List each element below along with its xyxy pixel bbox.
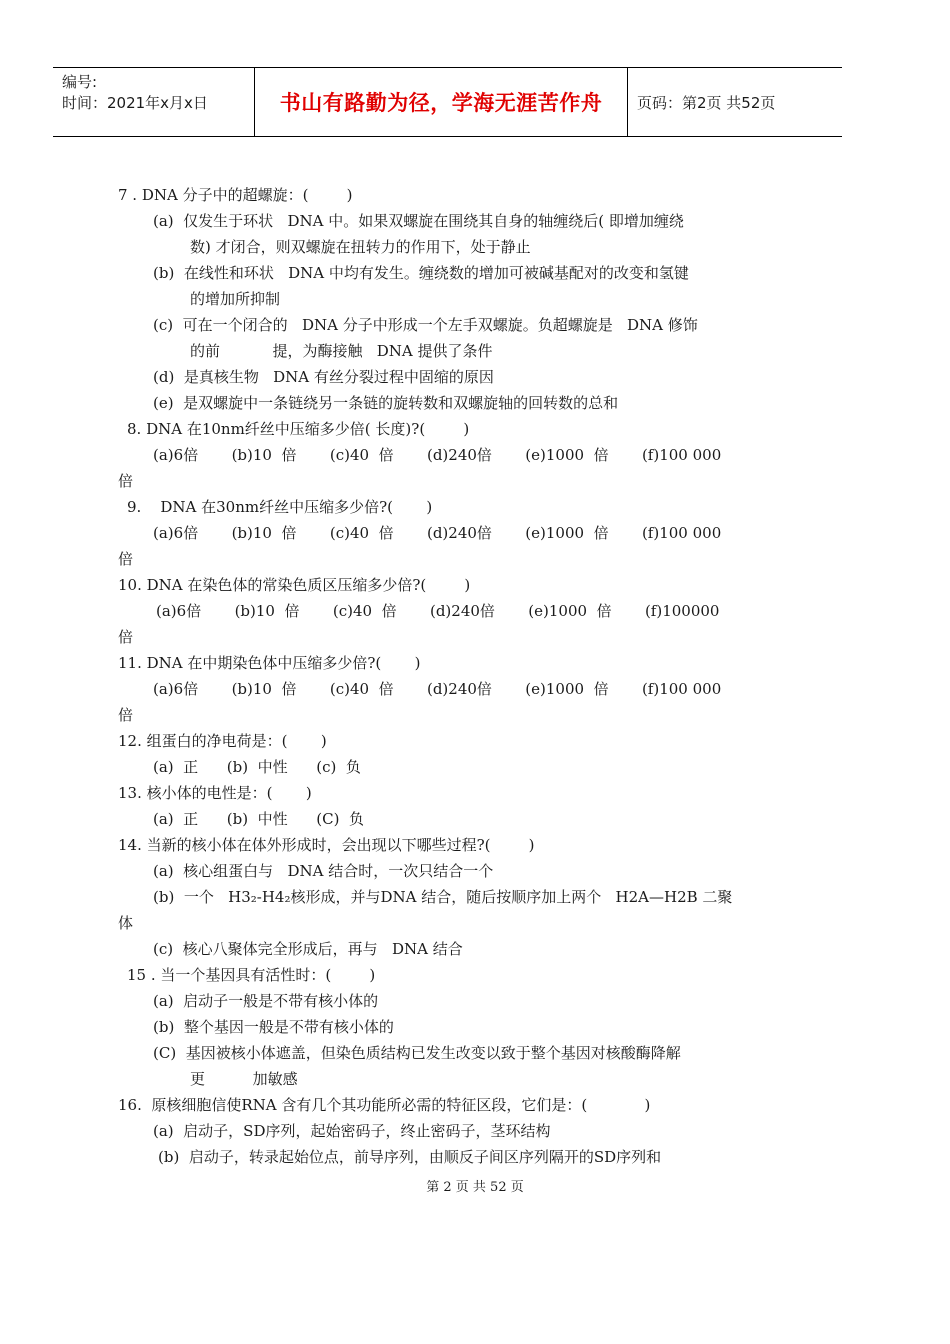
option-continuation: 的增加所抑制 — [190, 290, 281, 308]
option-line: (b) 在线性和环状 DNA 中均有发生。缠绕数的增加可被碱基配对的改变和氢键 — [153, 264, 689, 282]
option-continuation: 倍 — [118, 550, 134, 568]
option-line: (a)6倍 (b)10 倍 (c)40 倍 (d)240倍 (e)1000 倍 (f)100 000 — [153, 446, 722, 464]
option-line: (c) 核心八聚体完全形成后，再与 DNA 结合 — [153, 940, 463, 958]
question-14: 14. 当新的核小体在体外形成时，会出现以下哪些过程?( ) — [118, 836, 535, 854]
option-line: (a)6倍 (b)10 倍 (c)40 倍 (d)240倍 (e)1000 倍 (f)100 000 — [153, 524, 722, 542]
option-line: (b) 整个基因一般是不带有核小体的 — [153, 1018, 394, 1036]
option-continuation: 体 — [118, 914, 134, 932]
question-15: 15 . 当一个基因具有活性时：( ) — [127, 966, 376, 984]
option-line: (a) 启动子，SD序列，起始密码子，终止密码子，茎环结构 — [153, 1122, 551, 1140]
header-meta — [62, 72, 208, 114]
option-continuation: 的前 提，为酶接触 DNA 提供了条件 — [190, 342, 493, 360]
option-line: (b) 启动子，转录起始位点，前导序列，由顺反子间区序列隔开的SD序列和 — [158, 1148, 662, 1166]
question-11: 11. DNA 在中期染色体中压缩多少倍?( ) — [118, 654, 421, 672]
question-13: 13. 核小体的电性是：( ) — [118, 784, 312, 802]
option-continuation: 倍 — [118, 472, 134, 490]
option-line: (a) 仅发生于环状 DNA 中。如果双螺旋在围绕其自身的轴缠绕后( 即增加缠绕 — [153, 212, 684, 230]
option-line: (a) 正 (b) 中性 (c) 负 — [153, 758, 361, 776]
option-continuation: 倍 — [118, 628, 134, 646]
question-8: 8. DNA 在10nm纤丝中压缩多少倍( 长度)?( ) — [127, 420, 470, 438]
option-line: (d) 是真核生物 DNA 有丝分裂过程中固缩的原因 — [153, 368, 494, 386]
header-page-info: 页码：第2页 共52页 — [637, 94, 776, 112]
option-line: (a) 正 (b) 中性 (C) 负 — [153, 810, 364, 828]
option-line: (c) 可在一个闭合的 DNA 分子中形成一个左手双螺旋。负超螺旋是 DNA 修饰 — [153, 316, 698, 334]
page-footer: 第 2 页 共 52 页 — [426, 1180, 524, 1195]
option-line: (a)6倍 (b)10 倍 (c)40 倍 (d)240倍 (e)1000 倍 (f)100 000 — [153, 680, 722, 698]
question-10: 10. DNA 在染色体的常染色质区压缩多少倍?( ) — [118, 576, 471, 594]
question-16: 16. 原核细胞信使RNA 含有几个其功能所必需的特征区段，它们是：( ) — [118, 1096, 651, 1114]
option-line: (a)6倍 (b)10 倍 (c)40 倍 (d)240倍 (e)1000 倍 (f)100000 — [156, 602, 720, 620]
option-line: (e) 是双螺旋中一条链绕另一条链的旋转数和双螺旋轴的回转数的总和 — [153, 394, 619, 412]
question-9: 9. DNA 在30nm纤丝中压缩多少倍?( ) — [127, 498, 433, 516]
page-header — [53, 67, 842, 137]
option-line: (a) 核心组蛋白与 DNA 结合时，一次只结合一个 — [153, 862, 494, 880]
option-continuation: 数) 才闭合，则双螺旋在扭转力的作用下，处于静止 — [190, 238, 531, 256]
option-continuation: 倍 — [118, 706, 134, 724]
header-motto: 书山有路勤为径，学海无涯苦作舟 — [254, 68, 628, 136]
document-number-label: 编号: — [62, 73, 98, 91]
option-line: (b) 一个 H3₂-H4₂核形成，并与DNA 结合，随后按顺序加上两个 H2A—H2B 二聚 — [153, 888, 733, 906]
question-7: 7 . DNA 分子中的超螺旋：( ) — [118, 186, 353, 204]
option-line: (a) 启动子一般是不带有核小体的 — [153, 992, 379, 1010]
question-12: 12. 组蛋白的净电荷是：( ) — [118, 732, 327, 750]
option-continuation: 更 加敏感 — [190, 1070, 298, 1088]
option-line: (C) 基因被核小体遮盖，但染色质结构已发生改变以致于整个基因对核酸酶降解 — [153, 1044, 681, 1062]
document-date: 时间：2021年x月x日 — [62, 94, 208, 112]
